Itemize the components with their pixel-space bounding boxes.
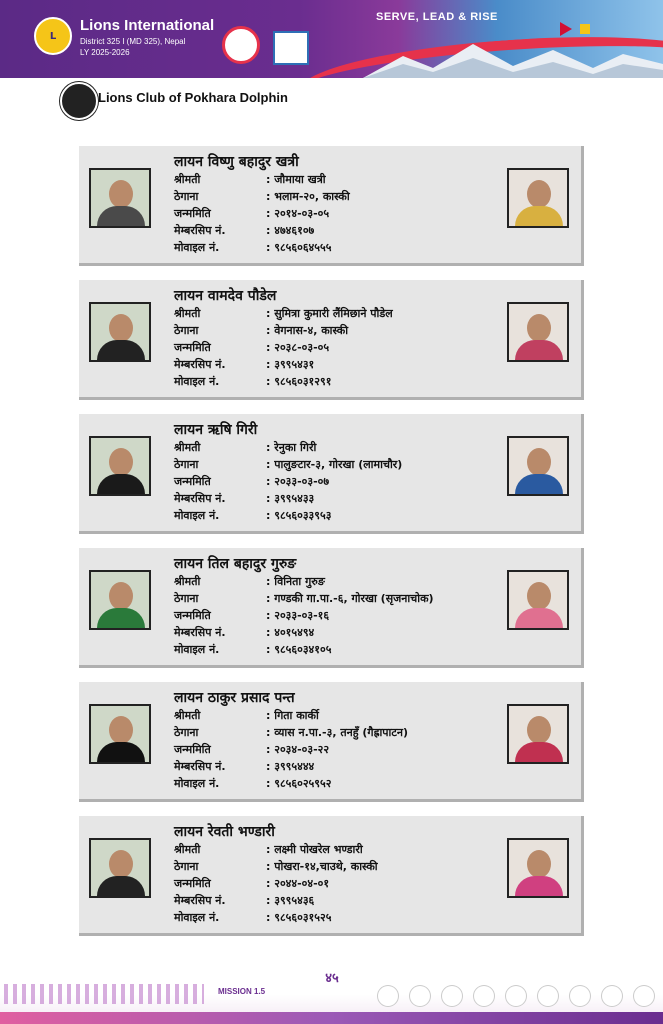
detail-row-membership [174, 625, 434, 642]
lions-logo-icon: L [34, 17, 72, 55]
detail-label: मोवाइल नं. [174, 777, 220, 790]
member-photo [89, 168, 151, 228]
detail-label: ठेगाना [174, 324, 199, 337]
detail-label: जन्ममिति [174, 743, 211, 756]
detail-row-dob [174, 340, 393, 357]
detail-label: श्रीमती [174, 307, 201, 320]
detail-label: ठेगाना [174, 860, 199, 873]
club-logo-icon [60, 82, 98, 120]
mission-label: MISSION 1.5 [218, 987, 266, 996]
detail-value: : वेगनास-४, कास्की [266, 324, 349, 337]
year-text: LY 2025-2026 [80, 48, 130, 57]
flag-icon [580, 24, 590, 34]
spouse-photo [507, 570, 569, 630]
detail-label: जन्ममिति [174, 341, 211, 354]
detail-row-spouse [174, 842, 378, 859]
slogan: SERVE, LEAD & RISE [376, 11, 498, 23]
member-card [79, 280, 584, 400]
detail-value: : ९८५६०३३९५३ [266, 509, 332, 522]
detail-row-mobile [174, 776, 408, 793]
detail-row-address [174, 323, 393, 340]
detail-row-spouse [174, 306, 393, 323]
detail-value: : ३९९५४३६ [266, 894, 315, 907]
detail-value: : २०३४-०३-२२ [266, 743, 330, 756]
detail-value: : ९८५६०३१२९१ [266, 375, 332, 388]
detail-row-dob [174, 474, 402, 491]
detail-value: : ९८५६०६४५५५ [266, 241, 332, 254]
member-details [174, 306, 393, 391]
detail-row-membership [174, 759, 408, 776]
member-name: लायन ऋषि गिरी [174, 422, 258, 438]
detail-label: मेम्बरसिप नं. [174, 224, 226, 237]
detail-value: : रेनुका गिरी [266, 441, 317, 454]
detail-row-spouse [174, 708, 408, 725]
detail-label: मोवाइल नं. [174, 509, 220, 522]
detail-row-mobile [174, 374, 393, 391]
detail-row-membership [174, 491, 402, 508]
member-photo [89, 436, 151, 496]
detail-value: : ३९९५४३३ [266, 492, 315, 505]
member-card [79, 816, 584, 936]
detail-value: : ९८५६०३४१०५ [266, 643, 332, 656]
detail-row-spouse [174, 574, 434, 591]
member-name: लायन तिल बहादुर गुरुङ [174, 556, 297, 572]
spouse-photo [507, 302, 569, 362]
member-name: लायन रेवती भण्डारी [174, 824, 275, 840]
member-photo [89, 302, 151, 362]
detail-value: : विनिता गुरुङ [266, 575, 325, 588]
detail-label: श्रीमती [174, 843, 201, 856]
spouse-photo [507, 704, 569, 764]
club-name: Lions Club of Pokhara Dolphin [98, 90, 288, 105]
member-name: लायन वामदेव पौडेल [174, 288, 277, 304]
detail-label: ठेगाना [174, 726, 199, 739]
detail-row-membership [174, 357, 393, 374]
detail-value: : सुमित्रा कुमारी लैंमिछाने पौडेल [266, 307, 393, 320]
detail-row-dob [174, 206, 350, 223]
detail-row-address [174, 725, 408, 742]
detail-row-address [174, 859, 378, 876]
detail-label: जन्ममिति [174, 475, 211, 488]
detail-label: मेम्बरसिप नं. [174, 492, 226, 505]
cause-diabetes-icon [378, 986, 398, 1006]
cause-eye-icon [570, 986, 590, 1006]
detail-label: श्रीमती [174, 575, 201, 588]
spouse-photo [507, 168, 569, 228]
detail-value: : लक्ष्मी पोखरेल भण्डारी [266, 843, 363, 856]
detail-value: : जौमाया खत्री [266, 173, 326, 186]
detail-row-mobile [174, 508, 402, 525]
detail-value: : ९८५६०३१५२५ [266, 911, 332, 924]
member-card [79, 548, 584, 668]
mountain-graphic [363, 38, 663, 78]
cause-environment-icon [506, 986, 526, 1006]
detail-row-mobile [174, 240, 350, 257]
detail-label: मोवाइल नं. [174, 643, 220, 656]
theme-badge-icon [273, 31, 309, 65]
detail-label: मोवाइल नं. [174, 375, 220, 388]
cause-vision-icon [410, 986, 430, 1006]
detail-label: मेम्बरसिप नं. [174, 894, 226, 907]
district-emblem-icon [222, 26, 260, 64]
detail-value: : भलाम-२०, कास्की [266, 190, 350, 203]
detail-value: : व्यास न.पा.-३, तनहुँ (गैह्रापाटन) [266, 726, 409, 739]
member-details [174, 440, 402, 525]
detail-value: : गिता कार्की [266, 709, 319, 722]
detail-label: ठेगाना [174, 458, 199, 471]
detail-value: : पोखरा-१४,चाउथे, कास्की [266, 860, 378, 873]
detail-value: : पालुङटार-३, गोरखा (लामाचौर) [266, 458, 403, 471]
detail-value: : ९८५६०२५९५२ [266, 777, 332, 790]
district-text: District 325 I (MD 325), Nepal [80, 37, 186, 46]
member-name: लायन ठाकुर प्रसाद पन्त [174, 690, 295, 706]
detail-value: : ४०१५४९४ [266, 626, 315, 639]
member-card [79, 146, 584, 266]
member-photo [89, 838, 151, 898]
detail-row-membership [174, 223, 350, 240]
detail-label: जन्ममिति [174, 207, 211, 220]
page-header [0, 0, 663, 78]
detail-value: : २०३८-०३-०५ [266, 341, 330, 354]
detail-label: ठेगाना [174, 592, 199, 605]
footer-strip [0, 1012, 663, 1024]
detail-row-address [174, 189, 350, 206]
detail-label: ठेगाना [174, 190, 199, 203]
detail-row-address [174, 591, 434, 608]
member-card [79, 682, 584, 802]
detail-row-mobile [174, 910, 378, 927]
spouse-photo [507, 436, 569, 496]
detail-label: मेम्बरसिप नं. [174, 760, 226, 773]
member-details [174, 574, 434, 659]
member-photo [89, 570, 151, 630]
member-details [174, 842, 378, 927]
detail-label: श्रीमती [174, 441, 201, 454]
detail-label: जन्ममिति [174, 609, 211, 622]
detail-row-membership [174, 893, 378, 910]
cause-hunger-icon [474, 986, 494, 1006]
detail-value: : २०३३-०३-०७ [266, 475, 330, 488]
detail-row-dob [174, 608, 434, 625]
detail-value: : ३९९५४४४ [266, 760, 315, 773]
cause-youth-icon [602, 986, 622, 1006]
detail-value: : २०४४-०४-०१ [266, 877, 330, 890]
detail-row-mobile [174, 642, 434, 659]
member-details [174, 708, 408, 793]
detail-label: मेम्बरसिप नं. [174, 626, 226, 639]
detail-row-address [174, 457, 402, 474]
page-number: ४५ [318, 968, 346, 990]
detail-row-dob [174, 876, 378, 893]
cause-cancer-ribbon-icon [442, 986, 462, 1006]
detail-label: श्रीमती [174, 173, 201, 186]
nepal-flag-icon [560, 22, 572, 36]
detail-label: श्रीमती [174, 709, 201, 722]
detail-row-spouse [174, 440, 402, 457]
member-photo [89, 704, 151, 764]
detail-value: : २०१४-०३-०५ [266, 207, 330, 220]
detail-row-spouse [174, 172, 350, 189]
member-details [174, 172, 350, 257]
people-silhouettes-graphic [4, 984, 204, 1004]
spouse-photo [507, 838, 569, 898]
member-name: लायन विष्णु बहादुर खत्री [174, 154, 299, 170]
cause-disaster-icon [538, 986, 558, 1006]
detail-value: : गण्डकी गा.पा.-६, गोरखा (सृजनाचोक) [266, 592, 434, 605]
detail-value: : ३९९५४३१ [266, 358, 315, 371]
org-title: Lions International [80, 17, 215, 34]
detail-value: : २०३३-०३-१६ [266, 609, 330, 622]
member-card [79, 414, 584, 534]
detail-label: मेम्बरसिप नं. [174, 358, 226, 371]
detail-row-dob [174, 742, 408, 759]
detail-label: मोवाइल नं. [174, 911, 220, 924]
detail-value: : ४७४६१०७ [266, 224, 315, 237]
detail-label: जन्ममिति [174, 877, 211, 890]
cause-humanitarian-icon [634, 986, 654, 1006]
detail-label: मोवाइल नं. [174, 241, 220, 254]
